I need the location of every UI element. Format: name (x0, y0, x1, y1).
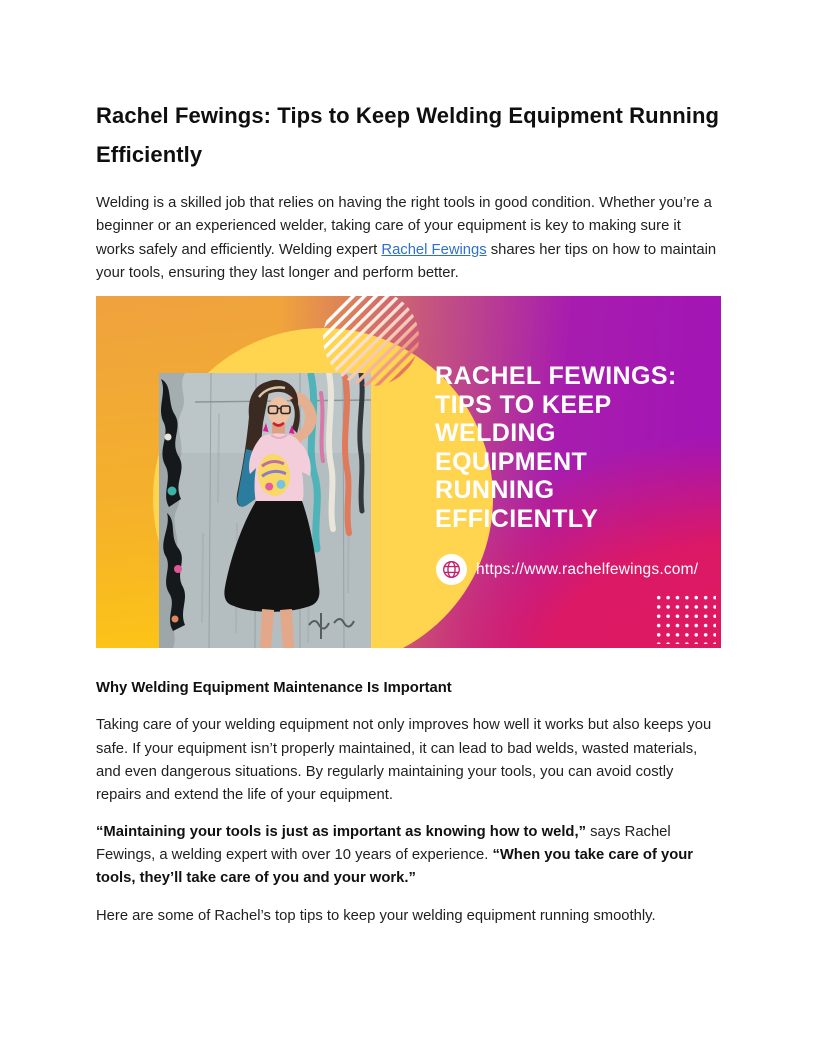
dots-pattern (652, 591, 716, 644)
quote-bold-2: “When you take care of your tools, they’ll take care of you and your work.” (96, 846, 694, 887)
rachel-fewings-link[interactable]: Rachel Fewings (381, 241, 487, 258)
banner-title-line: EQUIPMENT (435, 447, 588, 476)
woman-graffiti-photo-illustration (159, 373, 371, 648)
quote-bold-1: “Maintaining your tools is just as important as knowing how to weld,” (96, 823, 586, 840)
banner-url: https://www.rachelfewings.com/ (476, 560, 699, 578)
banner-title-line: EFFICIENTLY (435, 504, 599, 533)
banner-url-row (436, 554, 698, 585)
quote-paragraph (96, 821, 721, 891)
globe-icon (436, 554, 467, 585)
intro-paragraph (96, 192, 721, 285)
banner-title (435, 362, 677, 533)
banner-title-line: RACHEL FEWINGS: (435, 362, 677, 391)
closing-paragraph: Here are some of Rachel’s top tips to keep your welding equipment running smoothly. (96, 907, 656, 924)
section-heading: Why Welding Equipment Maintenance Is Important (96, 680, 452, 697)
quote-regular: says Rachel Fewings, a welding expert with over 10 years of experience. (96, 823, 671, 863)
hero-banner-image (96, 296, 721, 648)
banner-title-line: WELDING (435, 419, 556, 448)
banner-title-line: RUNNING (435, 476, 555, 505)
intro-text-after-link: shares her tips on how to maintain your tools, ensuring they last longer and perform better. (96, 241, 717, 281)
intro-text-before-link: Welding is a skilled job that relies on having the right tools in good condition. Whether you’re a beginner or an experienced welder, taking care of your equipment is key to making sure it works safely and efficiently. Welding expert (96, 195, 712, 258)
woman-photo (159, 373, 371, 648)
maintenance-paragraph: Taking care of your welding equipment not only improves how well it works but also keeps you safe. If your equipment isn’t properly maintained, it can lead to bad welds, wasted materials, and even dangerous situations. By regularly maintaining your tools, you can avoid costly repairs and extend the life of your equipment. (96, 717, 712, 804)
page-title: Rachel Fewings: Tips to Keep Welding Equipment Running Efficiently (96, 103, 720, 167)
banner-title-line: TIPS TO KEEP (435, 390, 612, 419)
striped-circle-decoration (323, 296, 419, 386)
document-content (96, 0, 721, 928)
